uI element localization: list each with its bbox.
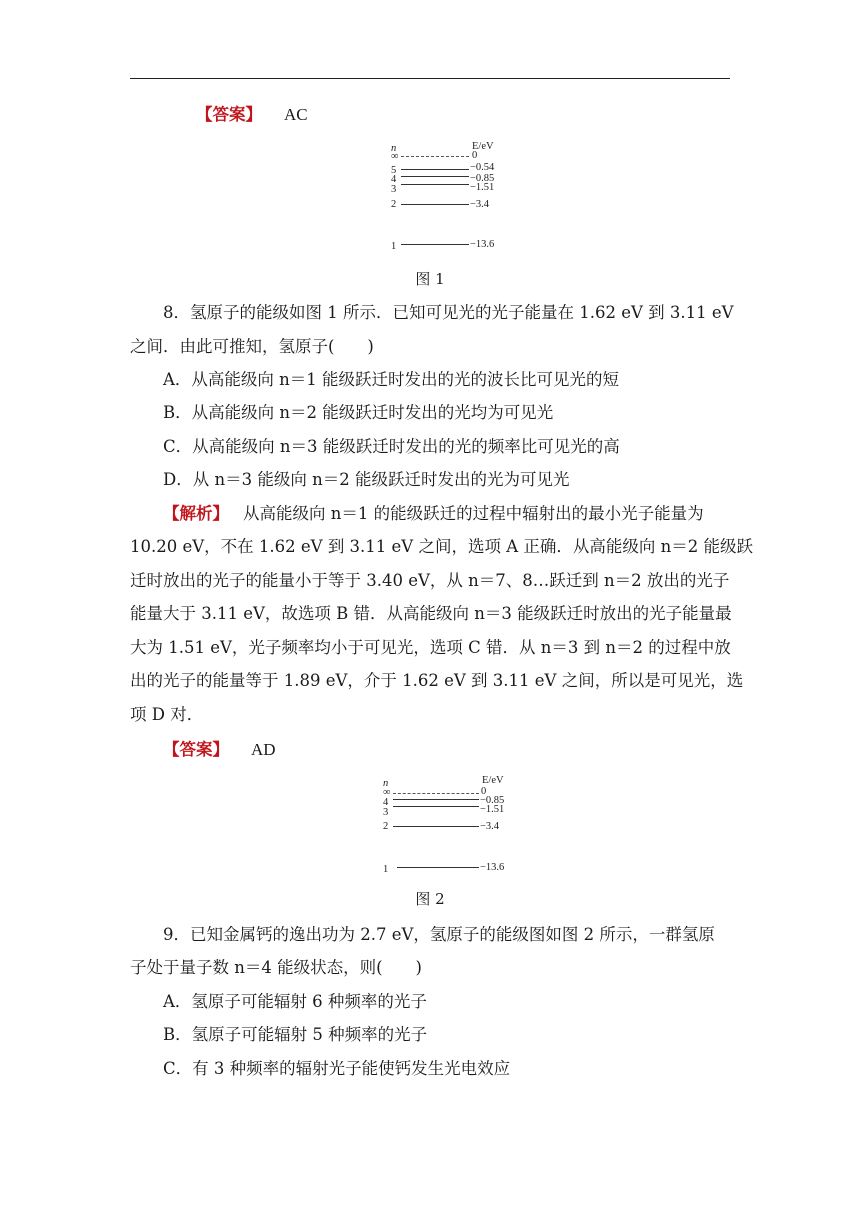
level-n-1: 1	[391, 241, 397, 252]
question-9-stem-line-2: 子处于量子数 n＝4 能级状态，则( )	[130, 958, 422, 977]
level-n-inf: ∞	[391, 151, 399, 162]
level-e-inf: 0	[481, 786, 487, 797]
level-line-3	[393, 806, 479, 807]
answer-2	[130, 733, 730, 767]
level-e-inf: 0	[472, 150, 478, 161]
question-8-option-a: A．从高能级向 n＝1 能级跃迁时发出的光的波长比可见光的短	[163, 370, 620, 389]
answer-value: AD	[251, 740, 276, 759]
level-n-4: 4	[383, 797, 389, 808]
question-8-stem-line-1: 8．氢原子的能级如图 1 所示．已知可见光的光子能量在 1.62 eV 到 3.11 eV	[163, 303, 734, 322]
energy-level-diagram-1	[388, 142, 508, 254]
energy-axis-label: E/eV	[472, 141, 494, 152]
question-9-option-b: B．氢原子可能辐射 5 种频率的光子	[163, 1025, 428, 1044]
level-line-4	[401, 176, 469, 177]
level-line-1	[397, 867, 479, 868]
level-line-2	[393, 826, 479, 827]
answer-tag: 【答案】	[163, 740, 229, 759]
level-e-5: −0.54	[470, 162, 495, 173]
level-e-2: −3.4	[480, 821, 500, 832]
figure-2-caption: 图 2	[415, 890, 445, 908]
level-e-1: −13.6	[470, 239, 495, 250]
level-n-2: 2	[391, 199, 397, 210]
level-n-1: 1	[383, 864, 389, 875]
analysis-line-7: 项 D 对．	[130, 705, 204, 724]
header-rule	[130, 78, 730, 79]
level-e-3: −1.51	[480, 804, 505, 815]
answer-1	[130, 98, 730, 132]
level-line-2	[401, 204, 469, 205]
energy-axis-label: E/eV	[482, 775, 504, 786]
level-n-3: 3	[391, 184, 397, 195]
level-line-inf	[393, 793, 479, 794]
question-9-option-a: A．氢原子可能辐射 6 种频率的光子	[163, 992, 427, 1011]
analysis-text-1: 从高能级向 n＝1 的能级跃迁的过程中辐射出的最小光子能量为	[243, 504, 704, 523]
analysis-line-2: 10.20 eV，不在 1.62 eV 到 3.11 eV 之间，选项 A 正确．从高能级向 n＝2 能级跃	[130, 537, 753, 556]
n-axis-label: n	[383, 778, 389, 789]
question-8-option-c: C．从高能级向 n＝3 能级跃迁时发出的光的频率比可见光的高	[163, 437, 620, 456]
question-8-option-b: B．从高能级向 n＝2 能级跃迁时发出的光均为可见光	[163, 403, 554, 422]
question-8-option-d: D．从 n＝3 能级向 n＝2 能级跃迁时发出的光为可见光	[163, 470, 570, 489]
level-line-4	[393, 799, 479, 800]
question-9-option-c: C．有 3 种频率的辐射光子能使钙发生光电效应	[163, 1059, 511, 1078]
level-e-4: −0.85	[470, 173, 495, 184]
analysis-tag: 【解析】	[163, 504, 229, 523]
energy-level-diagram-2	[380, 776, 516, 878]
level-e-4: −0.85	[480, 795, 505, 806]
level-e-3: −1.51	[470, 182, 495, 193]
level-n-inf: ∞	[383, 787, 391, 798]
answer-value: AC	[284, 105, 308, 124]
level-line-3	[401, 184, 469, 185]
question-9-stem-line-1: 9．已知金属钙的逸出功为 2.7 eV，氢原子的能级图如图 2 所示，一群氢原	[163, 925, 715, 944]
analysis-line-1	[130, 497, 730, 531]
analysis-line-4: 能量大于 3.11 eV，故选项 B 错．从高能级向 n＝3 能级跃迁时放出的光子能量最	[130, 604, 732, 623]
level-n-3: 3	[383, 807, 389, 818]
level-e-1: −13.6	[480, 862, 505, 873]
analysis-line-3: 迁时放出的光子的能量小于等于 3.40 eV，从 n＝7、8…跃迁到 n＝2 放出的光子	[130, 571, 730, 590]
level-n-5: 5	[391, 165, 397, 176]
n-axis-label: n	[391, 143, 397, 154]
level-line-1	[401, 244, 469, 245]
level-n-2: 2	[383, 821, 389, 832]
figure-1-caption: 图 1	[415, 270, 445, 288]
analysis-line-5: 大为 1.51 eV，光子频率均小于可见光，选项 C 错．从 n＝3 到 n＝2 的过程中放	[130, 638, 731, 657]
level-n-4: 4	[391, 174, 397, 185]
answer-tag: 【答案】	[196, 105, 262, 124]
analysis-line-6: 出的光子的能量等于 1.89 eV，介于 1.62 eV 到 3.11 eV 之间，所以是可见光，选	[130, 671, 744, 690]
question-8-stem-line-2: 之间．由此可推知，氢原子( )	[130, 337, 374, 356]
level-e-2: −3.4	[470, 199, 490, 210]
level-line-5	[401, 169, 469, 170]
level-line-inf	[401, 156, 469, 157]
